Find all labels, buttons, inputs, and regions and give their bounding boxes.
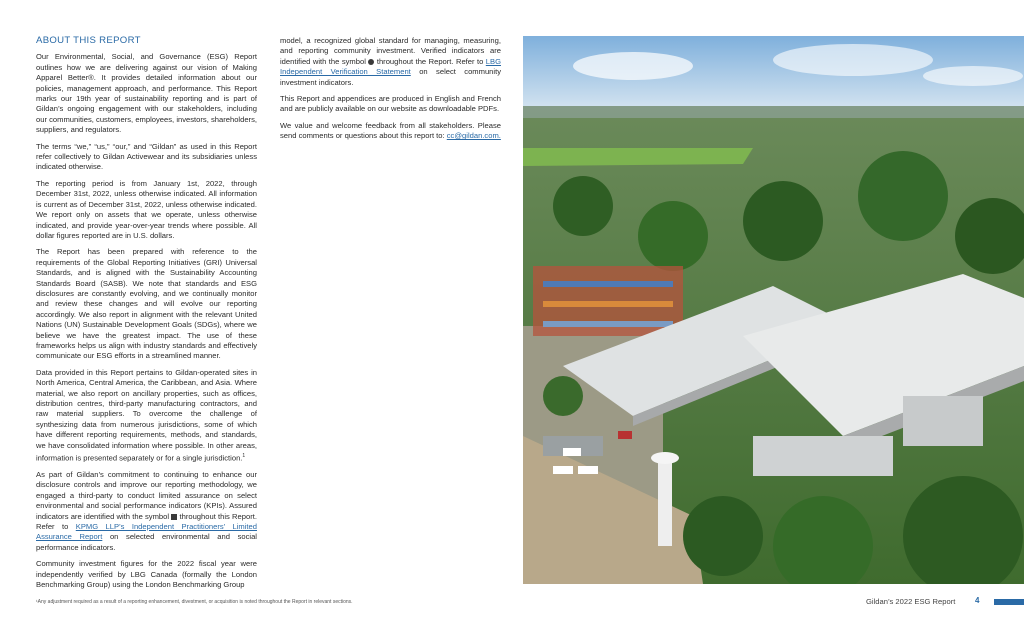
section-heading: ABOUT THIS REPORT (36, 35, 141, 46)
text-column-middle (280, 36, 501, 148)
footnote-marker: 1 (242, 453, 246, 460)
paragraph-languages: This Report and appendices are produced in English and French and are publicly available on our website as downloadable PDFs. (280, 94, 501, 114)
page-number: 4 (975, 596, 980, 605)
aerial-facility-photo (523, 36, 1024, 584)
paragraph-standards: The Report has been prepared with reference to the requirements of the Global Reporting Initiatives (GRI) Universal Standards, and is aligned with the Sustainability Accounting Standards Board (SASB). We note that standards and ESG disclosures are constantly evolving, and we continually monitor and review these changes and will evolve our reporting accordingly. We also report in alignment with the relevant United Nations (UN) Sustainable Development Goals (SDGs), where we believe we have the greatest impact. The use of these frameworks helps us align with industry standards and effectively communicate our ESG efforts in a streamlined manner. (36, 247, 257, 361)
paragraph-community-investment: Community investment figures for the 2022 fiscal year were independently verified by LBG Canada (formally the London Benchmarking Group) using the London Benchmarking Group (36, 559, 257, 590)
assurance-text-post: on selected environmental and social performance indicators. (36, 532, 257, 552)
kpmg-report-link[interactable]: KPMG LLP’s Independent Practitioners’ Limited Assurance Report (36, 522, 257, 542)
lbg-text-pre: model, a recognized global standard for managing, measuring, and reporting community investment. Verified indicators are identified with the symbol (280, 36, 501, 66)
feedback-text: We value and welcome feedback from all stakeholders. Please send comments or questions about this report to: (280, 120, 501, 141)
verified-indicator-icon (368, 59, 374, 65)
assurance-text-mid: throughout this Report. Refer to (36, 511, 257, 531)
footer-report-title: Gildan’s 2022 ESG Report (866, 597, 956, 606)
paragraph-data-scope (36, 368, 257, 464)
paragraph-assurance (36, 470, 257, 553)
text-column-left (36, 36, 257, 596)
lbg-statement-link[interactable]: LBG Independent Verification Statement (280, 56, 501, 77)
page-accent-bar (994, 599, 1024, 605)
paragraph-intro: Our Environmental, Social, and Governance (ESG) Report outlines how we are delivering against our vision of Making Apparel Better®. It provides detailed information about our policies, management approach, and performance. This Report marks our 19th year of sustainability reporting and is part of Gildan’s ongoing engagement with our stakeholders, including our communities, customers, employees, investors, shareholders, suppliers, and regulators. (36, 52, 257, 135)
assured-indicator-icon (171, 514, 177, 520)
assurance-text-pre: As part of Gildan’s commitment to continuing to enhance our disclosure controls and improve our reporting methodology, we engaged a third-party to conduct limited assurance on select environmental and social performance indicators (KPIs). Assured indicators are identified with the symbol (36, 469, 257, 521)
data-scope-text: Data provided in this Report pertains to Gildan-operated sites in North America, Central America, the Caribbean, and Asia. Where material, we also report on ancillary properties, such as offices, distribution centres, third-party manufacturing contractors, and raw material suppliers. To overcome the challenge of synthesizing data from numerous jurisdictions, some of which have different reporting requirements, methods, and standards, we have consolidated information where possible. In other areas, information is presented separately or for a single jurisdiction. (36, 367, 257, 463)
email-link[interactable]: cc@gildan.com. (446, 131, 501, 141)
paragraph-terms: The terms “we,” “us,” “our,” and “Gildan” as used in this Report refer collectively to Gildan Activewear and its subsidiaries unless indicated otherwise. (36, 141, 257, 172)
lbg-text-mid: throughout the Report. Refer to (376, 56, 484, 66)
lbg-text-post: on select community investment indicators. (280, 67, 501, 87)
footnote: ¹Any adjustment required as a result of a reporting enhancement, divestment, or acquisition is noted throughout the Report in relevant sections. (36, 599, 353, 605)
paragraph-reporting-period: The reporting period is from January 1st, 2022, through December 31st, 2022, unless otherwise indicated. All information is current as of December 31st, 2022, unless otherwise indicated. We report only on assets that we operate, unless otherwise indicated, and provide year-over-year trends where possible. All dollar figures reported are in U.S. dollars. (36, 178, 257, 240)
paragraph-lbg-model (280, 36, 501, 88)
paragraph-feedback (280, 121, 501, 142)
